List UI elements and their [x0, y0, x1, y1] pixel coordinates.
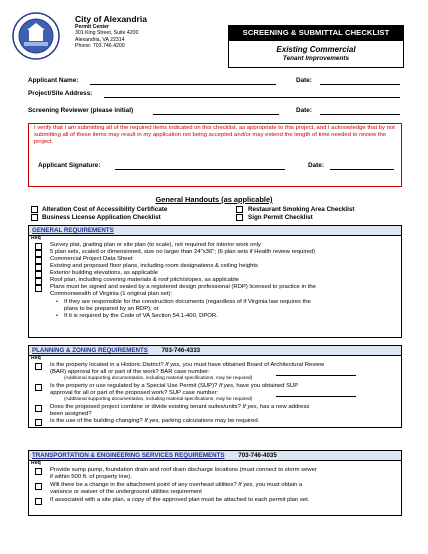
applicant-name-label: Applicant Name:: [28, 77, 79, 84]
transport-checkbox-3[interactable]: [35, 498, 42, 505]
planning-note-2: (Additional supporting documentation, including material specifications, may be required): [64, 397, 253, 402]
general-item-2: 5 plan sets, scaled or dimensioned, size no larger than 24"x36"; (6 plan sets if Health review required): [50, 249, 316, 255]
general-bullet-1b: plans to be prepared by an RDP); or: [64, 306, 159, 312]
certification-text: I verify that I am submitting all of the required items indicated on this checklist, as appropriate to this project, and I acknowledge that by not submitting all of these items may result in my application not being accepted and/or may extend the length of time needed to review the project.: [34, 125, 395, 146]
general-checkbox-2[interactable]: [35, 250, 42, 257]
general-checkbox-7[interactable]: [35, 285, 42, 292]
general-item-7a: Plans must be signed and sealed by a registered design professional (RDP) licensed to practice in the: [50, 284, 316, 290]
req-label: Req: [31, 460, 41, 466]
transport-checkbox-1[interactable]: [35, 468, 42, 475]
planning-item-2a: Is the property or use regulated by a Special Use Permit (SUP)? If yes, have you obtained SUP: [50, 383, 299, 389]
general-checkbox-5[interactable]: [35, 271, 42, 278]
planning-item-2b: approval for all or part of the proposed work? SUP case number:: [50, 390, 219, 396]
document-title: SCREENING & SUBMITTAL CHECKLIST: [228, 25, 404, 40]
general-checkbox-4[interactable]: [35, 264, 42, 271]
handout-item-3: Restaurant Smoking Area Checklist: [248, 206, 355, 213]
date-label-3: Date:: [308, 162, 324, 169]
planning-item-3b: been assigned?: [50, 411, 92, 417]
bar-case-number-field[interactable]: [276, 375, 356, 376]
date-label-1: Date:: [296, 77, 312, 84]
subtitle: Existing Commercial: [276, 45, 356, 54]
handouts-title: General Handouts (as applicable): [155, 195, 273, 204]
handout-item-4: Sign Permit Checklist: [248, 214, 313, 221]
address-line-1: 301 King Street, Suite 4200: [75, 30, 139, 37]
signature-field[interactable]: [115, 169, 285, 170]
general-item-6: Roof plan, including covering materials & roof pitch/slopes, as applicable: [50, 277, 239, 283]
transport-item-3: If associated with a site plan, a copy of the approved plan must be attached to each permit plan set.: [50, 497, 310, 503]
transport-header: [29, 451, 401, 461]
general-checkbox-3[interactable]: [35, 257, 42, 264]
general-bullet-1a: If they are responsible for the construction documents (regardless of if Virginia law requires the: [64, 299, 311, 305]
planning-checkbox-2[interactable]: [35, 384, 42, 391]
org-name: Permit Center: [75, 24, 110, 30]
transport-checkbox-2[interactable]: [35, 483, 42, 490]
planning-item-3a: Does the proposed project combine or divide existing tenant suites/units? If yes, has a new address: [50, 404, 310, 410]
subtitle-2: Tenant Improvements: [282, 55, 350, 62]
general-bullet-2: If it is required by the Code of VA Section 54.1-400, DPOR.: [64, 313, 218, 319]
general-requirements-header: [29, 226, 401, 236]
transport-phone: 703-746-4035: [238, 452, 277, 459]
date-field-3[interactable]: [330, 169, 394, 170]
signature-label: Applicant Signature:: [38, 162, 101, 169]
city-seal-icon: [12, 12, 60, 60]
address-line-2: Alexandria, VA 22314: [75, 36, 125, 43]
general-item-1: Survey plat, grading plan or site plan (to scale), not required for interior work only: [50, 242, 261, 248]
city-name: City of Alexandria: [75, 14, 147, 24]
planning-checkbox-1[interactable]: [35, 363, 42, 370]
planning-header: [29, 346, 401, 356]
bullet-icon: •: [56, 299, 59, 305]
date-label-2: Date:: [296, 107, 312, 114]
planning-phone: 703-746-4333: [161, 347, 201, 354]
general-item-5: Exterior building elevations, as applicable: [50, 270, 159, 276]
handout-checkbox-1[interactable]: [31, 206, 38, 213]
planning-item-1b: (BAR) approval for all or part of the work? BAR case number:: [50, 369, 210, 375]
project-address-label: Project/Site Address:: [28, 90, 93, 97]
transport-item-2a: Will there be a change in the attachment point of any overhead utilities? If yes, you must obtain a: [50, 482, 303, 488]
reviewer-field[interactable]: [153, 114, 279, 115]
general-item-4: Existing and proposed floor plans, including room designations & ceiling heights: [50, 263, 258, 269]
transport-item-2b: variance or waiver of the underground utilities requirement: [50, 489, 202, 495]
general-item-7b: Commonwealth of Virginia (1 original plan set):: [50, 291, 173, 297]
date-field-2[interactable]: [320, 114, 400, 115]
planning-note-1: (Additional supporting documentation, including material specifications, may be required): [64, 376, 253, 381]
bullet-icon: •: [56, 313, 59, 319]
handout-checkbox-4[interactable]: [236, 214, 243, 221]
handout-checkbox-3[interactable]: [236, 206, 243, 213]
req-label: Req: [31, 355, 41, 361]
planning-checkbox-3[interactable]: [35, 405, 42, 412]
planning-item-1a: Is the property located in a Historic District? If yes, you must have obtained Board of Architectural Review: [50, 362, 325, 368]
general-checkbox-1[interactable]: [35, 243, 42, 250]
transport-item-1a: Provide sump pump, foundation drain and roof drain discharge locations (must connect to storm sewer: [50, 467, 317, 473]
transport-item-1b: if within 500 ft. of property line).: [50, 474, 132, 480]
org-info: [75, 24, 138, 50]
handout-item-2: Business License Application Checklist: [42, 214, 161, 221]
general-requirements-title: GENERAL REQUIREMENTS: [32, 227, 114, 234]
reviewer-label: Screening Reviewer (please initial): [28, 107, 134, 114]
date-field-1[interactable]: [320, 84, 400, 85]
subtitle-box: [228, 40, 404, 68]
planning-title: PLANNING & ZONING REQUIREMENTS: [32, 347, 148, 354]
transport-title: TRANSPORTATION & ENGINEERING SERVICES REQUIREMENTS: [32, 452, 225, 459]
phone: Phone: 703.746.4200: [75, 43, 125, 50]
project-address-field[interactable]: [104, 97, 400, 98]
req-label: Req: [31, 235, 41, 241]
planning-item-4: Is the use of the building changing? If yes, parking calculations may be required.: [50, 418, 260, 424]
handout-item-1: Alteration Cost of Accessibility Certificate: [42, 206, 168, 213]
applicant-name-field[interactable]: [90, 84, 276, 85]
planning-checkbox-4[interactable]: [35, 419, 42, 426]
sup-case-number-field[interactable]: [276, 396, 356, 397]
handout-checkbox-2[interactable]: [31, 214, 38, 221]
general-checkbox-6[interactable]: [35, 278, 42, 285]
general-item-3: Commercial Project Data Sheet: [50, 256, 133, 262]
